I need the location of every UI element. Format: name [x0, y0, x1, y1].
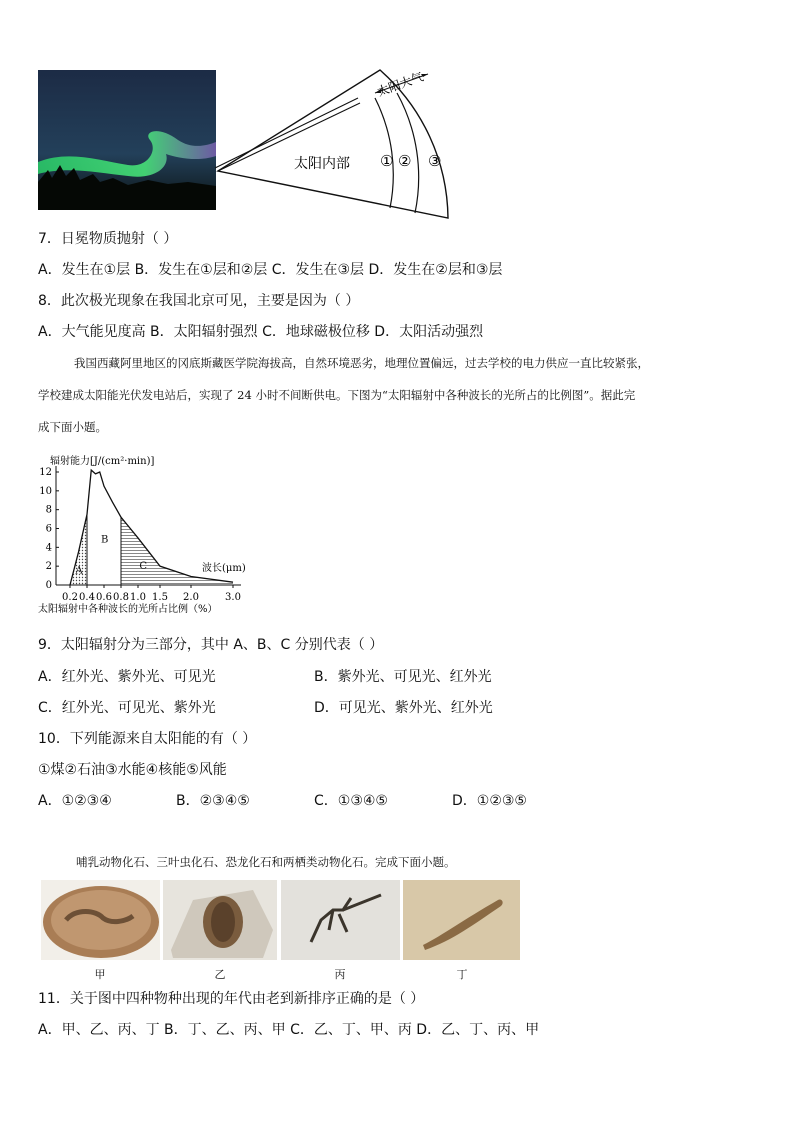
y-tick-label: 10 — [39, 485, 52, 497]
y-tick-label: 2 — [45, 561, 52, 573]
fossil-trilobite-photo — [163, 880, 277, 960]
fossil-amphibian-photo — [403, 880, 520, 960]
q9-option-c: C．红外光、可见光、紫外光 — [38, 700, 216, 716]
q9-option-a: A．红外光、紫外光、可见光 — [38, 669, 216, 685]
q7-options: A．发生在①层 B．发生在①层和②层 C．发生在③层 D．发生在②层和③层 — [38, 262, 503, 278]
fossil-caption-yi: 乙 — [214, 968, 226, 981]
region-label-c: C — [139, 560, 148, 572]
fossil-caption-ding: 丁 — [456, 968, 468, 981]
q10-option-a: A．①②③④ — [38, 793, 112, 809]
atmosphere-label: 太阳大气 — [375, 69, 426, 100]
y-tick-label: 4 — [45, 542, 52, 554]
passage2: 哺乳动物化石、三叶虫化石、恐龙化石和两栖类动物化石。完成下面小题。 — [76, 855, 456, 869]
x-tick-label: 0.8 — [113, 592, 129, 603]
x-tick-label: 1.0 — [130, 592, 146, 603]
y-tick-label: 0 — [45, 580, 52, 591]
x-tick-label: 3.0 — [225, 592, 241, 603]
q11-options: A．甲、乙、丙、丁 B．丁、乙、丙、甲 C．乙、丁、甲、丙 D．乙、丁、丙、甲 — [38, 1022, 540, 1038]
aurora-photo — [38, 70, 216, 210]
q11-stem: 11．关于图中四种物种出现的年代由老到新排序正确的是（ ） — [38, 991, 425, 1007]
q9-option-b: B．紫外光、可见光、红外光 — [314, 669, 492, 685]
fossil-caption-jia: 甲 — [94, 968, 106, 981]
q10-stem: 10．下列能源来自太阳能的有（ ） — [38, 731, 257, 747]
sun-wedge — [218, 70, 448, 218]
q10-items: ①煤②石油③水能④核能⑤风能 — [38, 762, 227, 778]
layer-3-label: ③ — [428, 152, 442, 170]
chart-title: 太阳辐射中各种波长的光所占比例（%） — [38, 604, 218, 615]
solar-radiation-chart — [36, 450, 266, 620]
x-tick-label: 2.0 — [183, 592, 199, 603]
passage1-line3: 成下面小题。 — [38, 420, 107, 434]
q8-options: A．大气能见度高 B．太阳辐射强烈 C．地球磁极位移 D．太阳活动强烈 — [38, 324, 484, 340]
region-label-a: A — [75, 565, 83, 577]
q10-option-b: B．②③④⑤ — [176, 793, 250, 809]
layer-2-label: ② — [398, 152, 412, 170]
q10-option-d: D．①②③⑤ — [452, 793, 527, 809]
passage1-line1: 我国西藏阿里地区的冈底斯藏医学院海拔高，自然环境恶劣，地理位置偏远，过去学校的电力供应一直比较紧张， — [74, 356, 649, 370]
fossil-caption-bing: 丙 — [334, 968, 346, 981]
sun-structure-diagram — [210, 58, 460, 223]
region-c-fill — [121, 517, 233, 585]
x-tick-label: 0.4 — [79, 592, 95, 603]
y-tick-label: 12 — [39, 467, 52, 478]
y-tick-label: 8 — [45, 504, 52, 516]
x-tick-label: 0.6 — [96, 592, 112, 603]
fossil-dinosaur-photo — [281, 880, 400, 960]
q10-option-c: C．①③④⑤ — [314, 793, 388, 809]
q8-stem: 8．此次极光现象在我国北京可见，主要是因为（ ） — [38, 293, 360, 309]
q7-stem: 7．日冕物质抛射（ ） — [38, 231, 178, 247]
interior-label: 太阳内部 — [294, 155, 350, 171]
layer-1-label: ① — [380, 152, 394, 170]
passage1-line2: 学校建成太阳能光伏发电站后，实现了 24 小时不间断供电。下图为“太阳辐射中各种波长的光所占的比例图”。据此完 — [38, 388, 636, 402]
region-label-b: B — [101, 534, 109, 546]
y-tick-label: 6 — [45, 523, 52, 535]
chart-ylabel: 辐射能力[J/(cm²·min)] — [50, 456, 155, 467]
x-tick-label: 0.2 — [62, 592, 78, 603]
chart-xlabel: 波长(μm) — [202, 563, 246, 574]
fossil-mammal-photo — [41, 880, 160, 960]
x-tick-label: 1.5 — [152, 592, 168, 603]
q9-option-d: D．可见光、紫外光、红外光 — [314, 700, 493, 716]
q9-stem: 9．太阳辐射分为三部分，其中 A、B、C 分别代表（ ） — [38, 637, 384, 653]
